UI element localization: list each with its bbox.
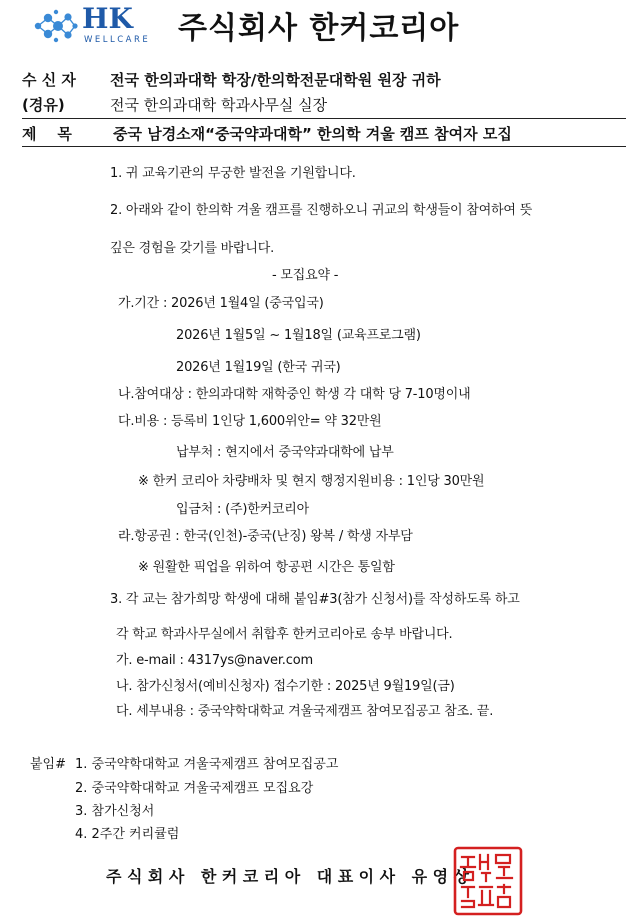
company-name-title: 주식회사 한커코리아 (178, 11, 460, 46)
logo-sub-text: WELLCARE (84, 35, 151, 45)
via-label: (경유) (22, 96, 65, 114)
company-logo (28, 2, 168, 48)
header-divider-top (22, 118, 626, 119)
company-seal-stamp (452, 845, 524, 917)
flight-info: 라.항공권 : 한국(인천)-중국(난징) 왕복 / 학생 자부담 (118, 529, 413, 544)
via-value: 전국 한의과대학 학과사무실 실장 (110, 96, 328, 114)
summary-title: - 모집요약 - (272, 268, 339, 283)
molecule-logo-icon (28, 6, 80, 46)
subject-label: 제 목 (22, 125, 72, 143)
attachments-label: 붙임# (30, 757, 67, 772)
attachment-item: 1. 중국약학대학교 겨울국제캠프 참여모집공고 (75, 757, 339, 772)
subject-value: 중국 남경소재“중국약과대학” 한의학 겨울 캠프 참여자 모집 (113, 125, 512, 143)
application-deadline: 나. 참가신청서(예비신청자) 접수기한 : 2025년 9월19일(금) (116, 679, 455, 694)
paragraph-3-line-1: 3. 각 교는 참가희망 학생에 대해 붙임#3(참가 신청서)를 작성하도록 하고 (110, 592, 520, 607)
vehicle-note: ※ 한커 코리아 차량배차 및 현지 행정지원비용 : 1인당 30만원 (138, 474, 485, 489)
paragraph-3-line-2: 각 학교 학과사무실에서 취합후 한커코리아로 송부 바랍니다. (116, 627, 453, 642)
payment-destination: 납부처 : 현지에서 중국약과대학에 납부 (176, 445, 394, 460)
target-participants: 나.참여대상 : 한의과대학 재학중인 학생 각 대학 당 7-10명이내 (118, 387, 471, 402)
recipient-label: 수 신 자 (22, 71, 76, 89)
signature-line: 주식회사 한커코리아 대표이사 유영상 (106, 867, 475, 886)
paragraph-1: 1. 귀 교육기관의 무궁한 발전을 기원합니다. (110, 166, 356, 181)
attachment-item: 4. 2주간 커리큘럼 (75, 827, 180, 842)
flight-note: ※ 원활한 픽업을 위하여 항공편 시간은 통일함 (138, 560, 395, 575)
period-return: 2026년 1월19일 (한국 귀국) (176, 360, 341, 375)
period-entry: 가.기간 : 2026년 1월4일 (중국입국) (118, 296, 324, 311)
paragraph-2-line-2: 깊은 경험을 갖기를 바랍니다. (110, 241, 275, 256)
cost: 다.비용 : 등록비 1인당 1,600위안= 약 32만원 (118, 414, 382, 429)
attachment-item: 3. 참가신청서 (75, 804, 155, 819)
recipient-value: 전국 한의과대학 학장/한의학전문대학원 원장 귀하 (110, 71, 441, 89)
header-divider-bottom (22, 146, 626, 147)
attachment-item: 2. 중국약학대학교 겨울국제캠프 모집요강 (75, 781, 314, 796)
details-reference: 다. 세부내용 : 중국약학대학교 겨울국제캠프 참여모집공고 참조. 끝. (116, 704, 494, 719)
period-education: 2026년 1월5일 ~ 1월18일 (교육프로그램) (176, 328, 421, 343)
deposit-destination: 입금처 : (주)한커코리아 (176, 502, 310, 517)
contact-email[interactable]: 가. e-mail : 4317ys@naver.com (116, 653, 313, 668)
paragraph-2-line-1: 2. 아래와 같이 한의학 겨울 캠프를 진행하오니 귀교의 학생들이 참여하여 뜻 (110, 203, 533, 218)
logo-brand-text: HK (82, 2, 133, 35)
